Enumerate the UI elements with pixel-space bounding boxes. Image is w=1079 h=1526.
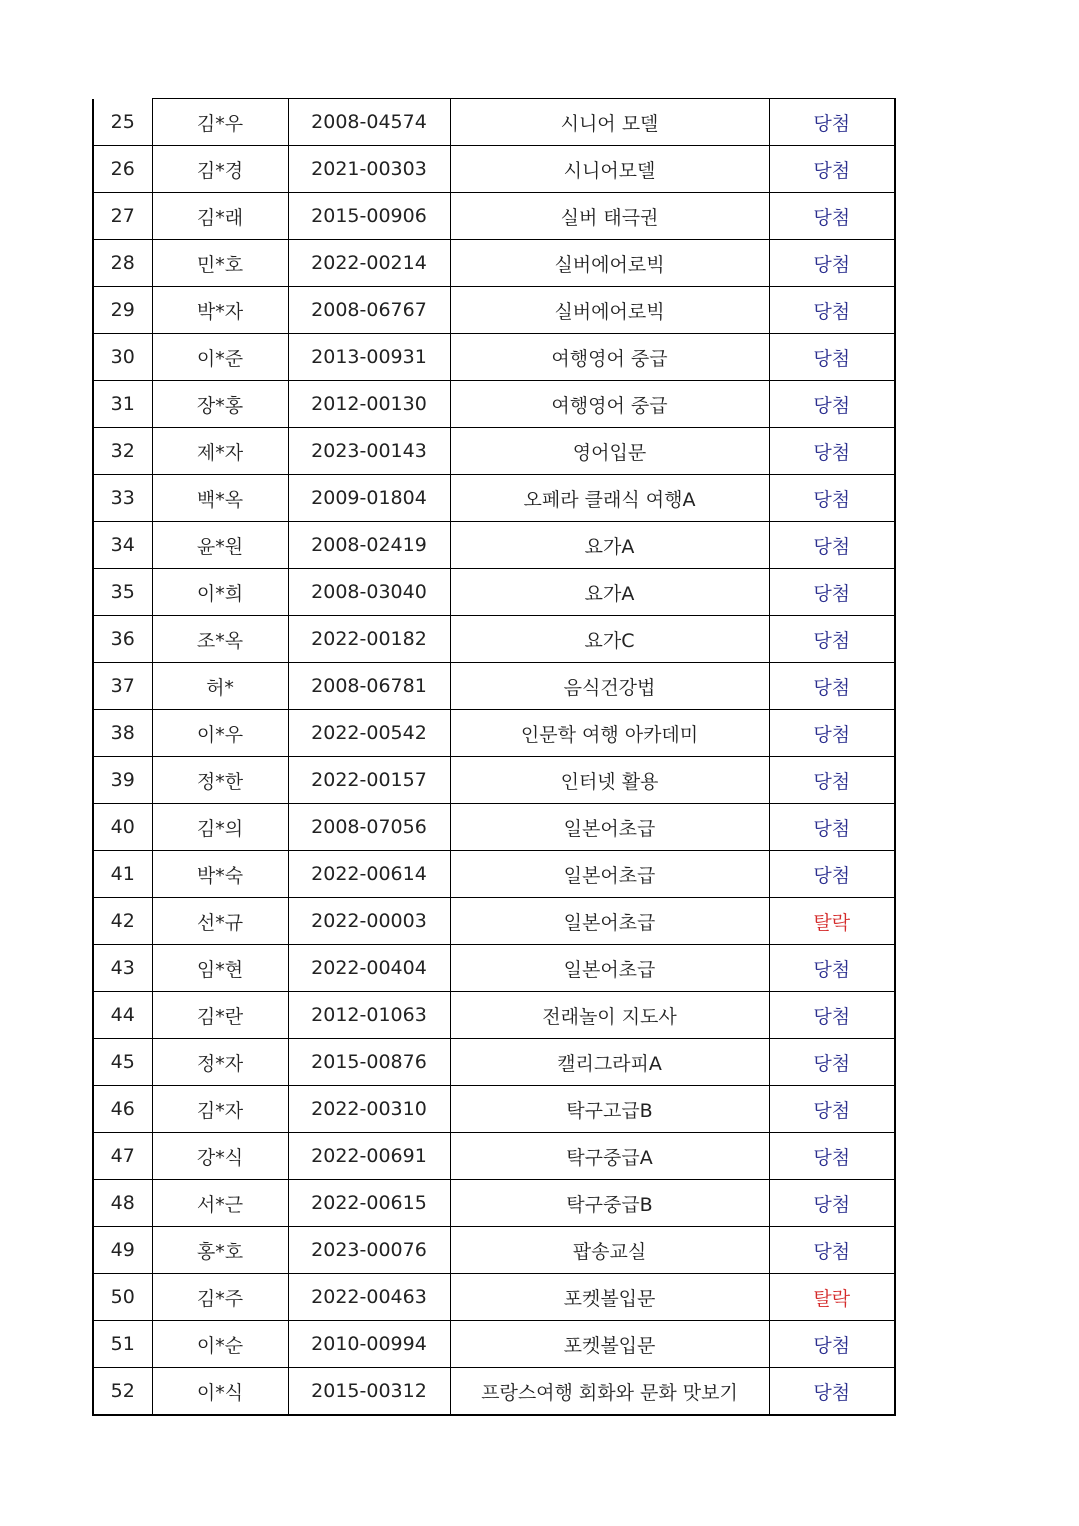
result-cell: 당첨: [769, 428, 895, 475]
table-row: [93, 99, 895, 146]
applicant-name-cell: 김*란: [152, 992, 288, 1039]
result-cell: 당첨: [769, 522, 895, 569]
applicant-name-cell: 선*규: [152, 898, 288, 945]
table-body: [93, 99, 895, 1416]
member-id-cell: 2015-00312: [288, 1368, 450, 1416]
table-row: [93, 851, 895, 898]
member-id-cell: 2022-00463: [288, 1274, 450, 1321]
row-number-cell: 37: [93, 663, 152, 710]
row-number-cell: 45: [93, 1039, 152, 1086]
row-number-cell: 26: [93, 146, 152, 193]
result-cell: 당첨: [769, 663, 895, 710]
applicant-name-cell: 박*자: [152, 287, 288, 334]
row-number-cell: 41: [93, 851, 152, 898]
member-id-cell: 2008-06767: [288, 287, 450, 334]
applicant-name-cell: 허*: [152, 663, 288, 710]
row-number-cell: 38: [93, 710, 152, 757]
member-id-cell: 2008-02419: [288, 522, 450, 569]
applicant-name-cell: 박*숙: [152, 851, 288, 898]
member-id-cell: 2021-00303: [288, 146, 450, 193]
row-number-cell: 51: [93, 1321, 152, 1368]
applicant-name-cell: 강*식: [152, 1133, 288, 1180]
member-id-cell: 2008-03040: [288, 569, 450, 616]
result-cell: 당첨: [769, 1180, 895, 1227]
applicant-name-cell: 임*현: [152, 945, 288, 992]
course-name-cell: 여행영어 중급: [450, 381, 769, 428]
course-name-cell: 일본어초급: [450, 851, 769, 898]
row-number-cell: 28: [93, 240, 152, 287]
course-name-cell: 실버 태극권: [450, 193, 769, 240]
member-id-cell: 2013-00931: [288, 334, 450, 381]
row-number-cell: 39: [93, 757, 152, 804]
result-cell: 당첨: [769, 569, 895, 616]
course-name-cell: 영어입문: [450, 428, 769, 475]
member-id-cell: 2015-00876: [288, 1039, 450, 1086]
course-name-cell: 프랑스여행 회화와 문화 맛보기: [450, 1368, 769, 1416]
row-number-cell: 49: [93, 1227, 152, 1274]
course-name-cell: 포켓볼입문: [450, 1274, 769, 1321]
result-cell: 당첨: [769, 1133, 895, 1180]
applicant-name-cell: 이*순: [152, 1321, 288, 1368]
result-cell: 당첨: [769, 616, 895, 663]
lottery-result-table: [92, 98, 896, 1416]
table-row: [93, 287, 895, 334]
member-id-cell: 2022-00310: [288, 1086, 450, 1133]
course-name-cell: 팝송교실: [450, 1227, 769, 1274]
result-cell: 당첨: [769, 287, 895, 334]
course-name-cell: 오페라 클래식 여행A: [450, 475, 769, 522]
member-id-cell: 2022-00003: [288, 898, 450, 945]
result-cell: 당첨: [769, 1086, 895, 1133]
member-id-cell: 2023-00076: [288, 1227, 450, 1274]
member-id-cell: 2012-00130: [288, 381, 450, 428]
course-name-cell: 시니어모델: [450, 146, 769, 193]
course-name-cell: 시니어 모델: [450, 99, 769, 146]
result-cell: 당첨: [769, 1039, 895, 1086]
applicant-name-cell: 조*옥: [152, 616, 288, 663]
table-row: [93, 945, 895, 992]
course-name-cell: 일본어초급: [450, 804, 769, 851]
row-number-cell: 50: [93, 1274, 152, 1321]
member-id-cell: 2023-00143: [288, 428, 450, 475]
applicant-name-cell: 이*준: [152, 334, 288, 381]
course-name-cell: 탁구고급B: [450, 1086, 769, 1133]
applicant-name-cell: 김*자: [152, 1086, 288, 1133]
member-id-cell: 2022-00614: [288, 851, 450, 898]
applicant-name-cell: 윤*원: [152, 522, 288, 569]
member-id-cell: 2022-00157: [288, 757, 450, 804]
course-name-cell: 일본어초급: [450, 945, 769, 992]
row-number-cell: 40: [93, 804, 152, 851]
row-number-cell: 27: [93, 193, 152, 240]
row-number-cell: 30: [93, 334, 152, 381]
applicant-name-cell: 이*식: [152, 1368, 288, 1416]
table-row: [93, 146, 895, 193]
member-id-cell: 2022-00615: [288, 1180, 450, 1227]
result-cell: 당첨: [769, 334, 895, 381]
table-row: [93, 1321, 895, 1368]
table-row: [93, 1039, 895, 1086]
result-cell: 탈락: [769, 898, 895, 945]
course-name-cell: 포켓볼입문: [450, 1321, 769, 1368]
course-name-cell: 전래놀이 지도사: [450, 992, 769, 1039]
member-id-cell: 2008-07056: [288, 804, 450, 851]
row-number-cell: 42: [93, 898, 152, 945]
applicant-name-cell: 제*자: [152, 428, 288, 475]
member-id-cell: 2008-06781: [288, 663, 450, 710]
table-row: [93, 193, 895, 240]
applicant-name-cell: 이*우: [152, 710, 288, 757]
course-name-cell: 여행영어 중급: [450, 334, 769, 381]
table-row: [93, 898, 895, 945]
table-row: [93, 569, 895, 616]
table-row: [93, 616, 895, 663]
table-row: [93, 1133, 895, 1180]
table-row: [93, 1086, 895, 1133]
course-name-cell: 일본어초급: [450, 898, 769, 945]
applicant-name-cell: 김*경: [152, 146, 288, 193]
row-number-cell: 32: [93, 428, 152, 475]
member-id-cell: 2022-00182: [288, 616, 450, 663]
course-name-cell: 인문학 여행 아카데미: [450, 710, 769, 757]
table-row: [93, 522, 895, 569]
result-cell: 당첨: [769, 710, 895, 757]
applicant-name-cell: 장*홍: [152, 381, 288, 428]
applicant-name-cell: 홍*호: [152, 1227, 288, 1274]
applicant-name-cell: 김*의: [152, 804, 288, 851]
course-name-cell: 요가C: [450, 616, 769, 663]
table-row: [93, 428, 895, 475]
course-name-cell: 탁구중급A: [450, 1133, 769, 1180]
row-number-cell: 35: [93, 569, 152, 616]
row-number-cell: 36: [93, 616, 152, 663]
applicant-name-cell: 민*호: [152, 240, 288, 287]
result-cell: 당첨: [769, 945, 895, 992]
row-number-cell: 44: [93, 992, 152, 1039]
applicant-name-cell: 정*한: [152, 757, 288, 804]
table-row: [93, 663, 895, 710]
result-cell: 탈락: [769, 1274, 895, 1321]
result-cell: 당첨: [769, 99, 895, 146]
result-cell: 당첨: [769, 851, 895, 898]
result-cell: 당첨: [769, 757, 895, 804]
applicant-name-cell: 백*옥: [152, 475, 288, 522]
row-number-cell: 46: [93, 1086, 152, 1133]
table-row: [93, 1368, 895, 1416]
course-name-cell: 요가A: [450, 522, 769, 569]
table-row: [93, 1274, 895, 1321]
applicant-name-cell: 정*자: [152, 1039, 288, 1086]
result-cell: 당첨: [769, 146, 895, 193]
row-number-cell: 48: [93, 1180, 152, 1227]
course-name-cell: 캘리그라피A: [450, 1039, 769, 1086]
row-number-cell: 47: [93, 1133, 152, 1180]
course-name-cell: 인터넷 활용: [450, 757, 769, 804]
member-id-cell: 2012-01063: [288, 992, 450, 1039]
row-number-cell: 33: [93, 475, 152, 522]
member-id-cell: 2022-00404: [288, 945, 450, 992]
applicant-name-cell: 김*래: [152, 193, 288, 240]
table-row: [93, 1227, 895, 1274]
member-id-cell: 2022-00542: [288, 710, 450, 757]
course-name-cell: 탁구중급B: [450, 1180, 769, 1227]
member-id-cell: 2022-00691: [288, 1133, 450, 1180]
table-row: [93, 992, 895, 1039]
result-cell: 당첨: [769, 475, 895, 522]
table-row: [93, 757, 895, 804]
result-cell: 당첨: [769, 240, 895, 287]
row-number-cell: 43: [93, 945, 152, 992]
table-row: [93, 1180, 895, 1227]
result-cell: 당첨: [769, 1227, 895, 1274]
member-id-cell: 2022-00214: [288, 240, 450, 287]
course-name-cell: 실버에어로빅: [450, 287, 769, 334]
result-cell: 당첨: [769, 381, 895, 428]
result-cell: 당첨: [769, 1321, 895, 1368]
applicant-name-cell: 김*우: [152, 99, 288, 146]
applicant-name-cell: 이*희: [152, 569, 288, 616]
course-name-cell: 요가A: [450, 569, 769, 616]
result-cell: 당첨: [769, 193, 895, 240]
row-number-cell: 31: [93, 381, 152, 428]
row-number-cell: 52: [93, 1368, 152, 1416]
row-number-cell: 34: [93, 522, 152, 569]
member-id-cell: 2008-04574: [288, 99, 450, 146]
table-row: [93, 240, 895, 287]
table-row: [93, 475, 895, 522]
applicant-name-cell: 서*근: [152, 1180, 288, 1227]
result-cell: 당첨: [769, 804, 895, 851]
course-name-cell: 음식건강법: [450, 663, 769, 710]
table-row: [93, 381, 895, 428]
row-number-cell: 25: [93, 99, 152, 146]
table-row: [93, 710, 895, 757]
result-cell: 당첨: [769, 1368, 895, 1416]
table-row: [93, 804, 895, 851]
result-cell: 당첨: [769, 992, 895, 1039]
table-row: [93, 334, 895, 381]
member-id-cell: 2009-01804: [288, 475, 450, 522]
member-id-cell: 2015-00906: [288, 193, 450, 240]
row-number-cell: 29: [93, 287, 152, 334]
course-name-cell: 실버에어로빅: [450, 240, 769, 287]
member-id-cell: 2010-00994: [288, 1321, 450, 1368]
applicant-name-cell: 김*주: [152, 1274, 288, 1321]
